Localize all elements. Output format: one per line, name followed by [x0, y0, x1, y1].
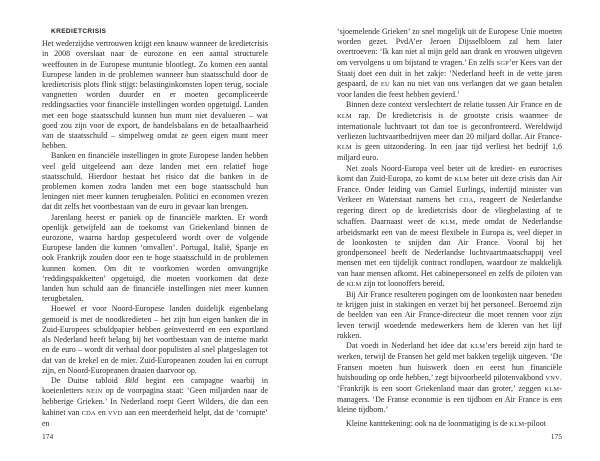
paragraph: Het wederzijdse vertrouwen krijgt een knauw wanneer de kredietcrisis in 2008 overslaat naar de eurozone en een aantal structurele weeffouten in de Europese muntunie blootlegt. Zo komen een aantal Europese landen in de problemen wanneer hun staatsschuld door de kredietcrisis plots flink stijgt: belastinginkomsten lopen terug, sociale vangnetten worden duurder en er moeten gecompliceerde reddingsacties voor financiële instellingen worden opgetuigd. Landen met een hoge staatsschuld kunnen hun munt niet devalueren – wat goed zou zijn voor de export, de handelsbalans en de betaalbaarheid van de staatsschuld – simpelweg omdat ze geen eigen munt meer hebben. — [42, 39, 268, 151]
left-page — [42, 27, 268, 429]
paragraph: Jarenlang heerst er paniek op de financiële markten. Er wordt openlijk getwijfeld aan de toekomst van Griekenland binnen de eurozone, waarna hardop gespeculeerd wordt over de volgende Europese landen die kunnen ‘omvallen’. Portugal, Italië, Spanje en ook Frankrijk zouden door een te hoge staatsschuld in de problemen kunnen komen. Om dit te voorkomen worden omvangrijke ‘reddingspakketten’ opgetuigd, die moeten voorkomen dat deze landen hun schuld aan de financiële instellingen niet meer kunnen terugbetalen. — [42, 212, 268, 304]
paragraph: ‘sjoemelende Grieken’ zo snel mogelijk uit de Europese Unie moeten worden gezet. PvdA’er Jeroen Dijsselbloem zal hem later overtroeven: ‘Ik kan niet al mijn geld aan drank en vrouwen uitgeven om vervolgens u om bijstand te vragen.’ En zelfs SGP’er Kees van der Staaij doet een duit in het zakje: ‘Nederland heeft in de vette jaren gespaard, de EU kan nu niet van ons verlangen dat we gaan betalen voor landen die feest hebben gevierd.’ — [337, 27, 563, 100]
paragraph: De Duitse tabloid Bild begint een campagne waarbij in koeienletters NEIN op de voorpagina staat: ‘Geen miljarden naar de hebberige Grieken.’ In Nederland roept Geert Wilders, die dan een kabinet van CDA en VVD aan een meerderheid helpt, dat de ‘corrupte’ en — [42, 375, 269, 428]
paragraph: Banken en financiële instellingen in grote Europese landen hebben veel geld uitgeleend aan deze landen met een relatief hoge staatsschuld. Hierdoor bestaat het risico dat die banken in de problemen komen zodra landen met een hoge staatsschuld hun leningen niet meer kunnen terugbetalen. Politici en economen vrezen dat dit zelfs het voortbestaan van de euro in gevaar kan brengen. — [42, 151, 268, 212]
paragraph: Hoewel er voor Noord-Europese landen duidelijk eigenbelang gemoeid is met de noodkredieten – het zijn hun eigen banken die in Zuid-Europees schuldpapier hebben geïnvesteerd en een exportland als Nederland heeft belang bij het voortbestaan van de interne markt en de euro – wordt dit verhaal door populisten al snel platgeslagen tot dat van de krekel en de mier. Zuid-Europeanen zouden lui en corrupt zijn, en Noord-Europeanen draaien daarvoor op. — [42, 304, 268, 375]
paragraph: Net zoals Noord-Europa veel beter uit de krediet- en eurocrises komt dan Zuid-Europa, zo komt de KLM beter uit deze crisis dan Air France. Onder leiding van Camiel Eurlings, indertijd minister van Verkeer en Waterstaat namens het CDA, reageert de Nederlandse regering direct op de kredietcrisis door de vliegbelasting af te schaffen. Daarnaast weet de KLM, mede omdat de Nederlandse arbeidsmarkt een van de meest flexibele in Europa is, veel dieper in de loonkosten te snijden dan Air France. Vooral bij het grondpersoneel heeft de Nederlandse luchtvaartmaatschappij veel mensen met een tijdelijk contract rondlopen, waardoor ze makkelijk van haar mensen afkomt. Het cabinepersoneel en zelfs de piloten van de KLM zijn tot loonoffers bereid. — [337, 163, 562, 288]
chapter-heading: KREDIETCRISIS — [51, 28, 107, 35]
paragraph: Dat voedt in Nederland het idee dat KLM’ers bereid zijn hard te werken, terwijl de Fransen het geld met bakken tegelijk uitgeven. ‘De Fransen moeten hun huiswerk doen en eerst hun financiële huishouding op orde hebben,’ zegt bijvoorbeeld pilotenvakbond VNV. ‘Frankrijk is een soort Griekenland maar dan groter,’ zeggen KLM-managers. ‘De Franse economie is een tijdbom en Air France is een kleine tijdbom.’ — [337, 341, 563, 415]
paragraph: Kleine kanttekening: ook na de loonmatiging is de KLM-piloot — [346, 419, 546, 429]
paragraph: Binnen deze context verslechtert de relatie tussen Air France en de KLM rap. De kredietcrisis is de grootste crisis waarmee de internationale luchtvaart tot dan toe is geconfronteerd. Wereldwijd verliezen luchtvaartbedrijven meer dan 20 miljard dollar. Air France-KLM is geen uitzondering. In een jaar tijd verliest het bedrijf 1,6 miljard euro. — [337, 100, 562, 163]
page-number-left: 174 — [42, 432, 54, 441]
right-page — [337, 27, 562, 430]
paragraph: Bij Air France resulteren pogingen om de loonkosten naar beneden te krijgen juist in stakingen en verzet bij het personeel. Beroemd zijn de beelden van een Air France-directeur die moet rennen voor zijn leven terwijl woedende medewerkers hem de kleren van het lijf rukken. — [337, 290, 562, 340]
page-number-right: 175 — [550, 432, 562, 441]
